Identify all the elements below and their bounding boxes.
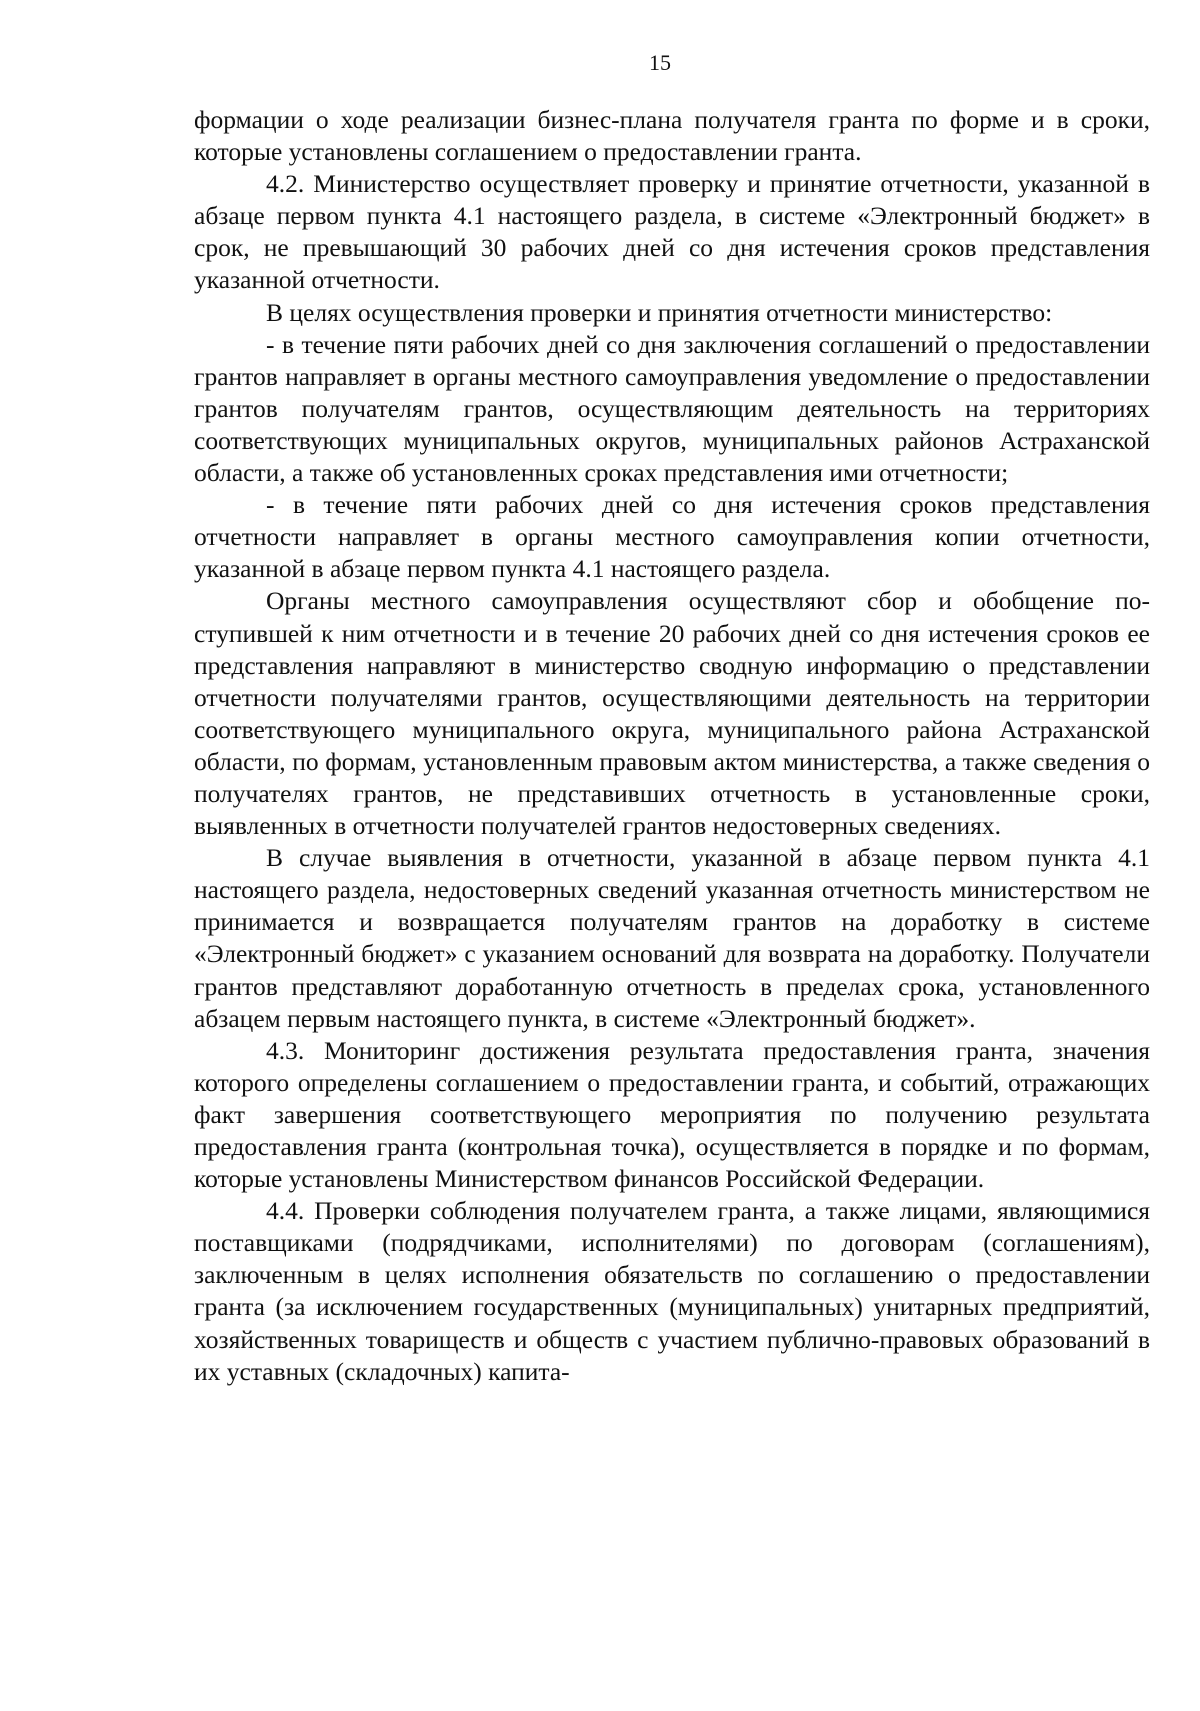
paragraph-continuation: формации о ходе реализации бизнес-плана получателя гранта по форме и в сроки, которые установлены соглашением о предоставлении гранта. bbox=[194, 105, 1150, 167]
document-body bbox=[194, 104, 1150, 1388]
paragraph-4-3: 4.3. Мониторинг достижения результата предоставления гранта, значения которого определены соглашением о предоставлении гранта, и событий, отражающих факт завершения соответствующего мероприятия по получению результата предоставления гранта (контрольная точка), осуществляется в порядке и по формам, которые установлены Министерством финансов Российской Федерации. bbox=[194, 1035, 1150, 1194]
paragraph-verification-intro: В целях осуществления проверки и принятия отчетности министерство: bbox=[266, 297, 1053, 327]
paragraph-4-4: 4.4. Проверки соблюдения получателем гранта, а также лицами, являющимися поставщиками (подрядчиками, исполнителями) по договорам (соглашениям), заключенным в целях исполнения обязательств по соглашению о предоставлении гранта (за исключением государственных (муниципальных) унитарных предприятий, хозяйственных товариществ и обществ с участием публично-правовых образований в их уставных (складочных) капита- bbox=[194, 1196, 1150, 1386]
paragraph-unreliable-info: В случае выявления в отчетности, указанной в абзаце первом пункта 4.1 настоящего раздела, недостоверных сведений указанная отчетность министерством не принимается и возвращается получателям грантов на доработку в системе «Электронный бюджет» с указанием оснований для возврата на доработку. Получатели грантов представляют доработанную отчетность в пределах срока, установленного абзацем первым настоящего пункта, в системе «Электронный бюджет». bbox=[194, 843, 1150, 1033]
paragraph-4-2: 4.2. Министерство осуществляет проверку и принятие отчетности, указанной в абзаце первом пункта 4.1 настоящего раздела, в системе «Электронный бюджет» в срок, не превышающий 30 рабочих дней со дня истечения сроков представления указанной отчетности. bbox=[194, 169, 1150, 295]
page-number: 15 bbox=[649, 50, 671, 75]
paragraph-dash-copies: - в течение пяти рабочих дней со дня истечения сроков представления отчетности направляет в органы местного самоуправления копии отчетности, указанной в абзаце первом пункта 4.1 настоящего раздела. bbox=[194, 490, 1150, 584]
paragraph-dash-notice: - в течение пяти рабочих дней со дня заключения соглашений о предоставлении грантов направляет в органы местного самоуправления уведомление о предоставлении грантов получателям грантов, осуществляющим деятельность на территориях соответствующих муниципальных округов, муниципальных районов Астраханской области, а также об установленных сроках представления ими отчетности; bbox=[194, 329, 1150, 488]
paragraph-local-authorities: Органы местного самоуправления осуществляют сбор и обобщение поступившей к ним отчетности и в течение 20 рабочих дней со дня истечения сроков ее представления направляют в министерство сводную информацию о представлении отчетности получателями грантов, осуществляющими деятельность на территории соответствующего муниципального округа, муниципального района Астраханской области, по формам, установленным правовым актом министерства, а также сведения о получателях грантов, не представивших отчетность в установленные сроки, выявленных в отчетности получателей грантов недостоверных сведениях. bbox=[194, 586, 1150, 841]
